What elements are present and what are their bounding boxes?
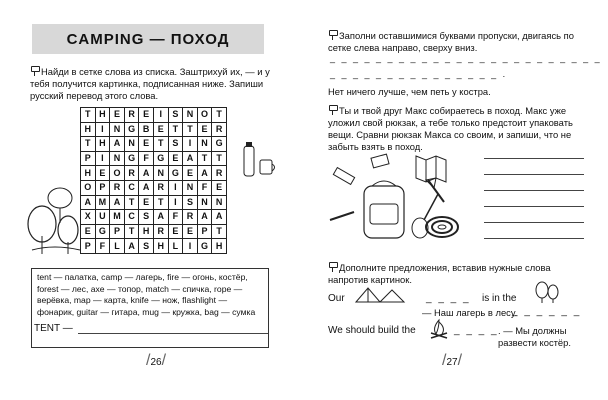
grid-cell[interactable]: H <box>212 239 227 254</box>
grid-cell[interactable]: R <box>124 108 139 123</box>
grid-cell[interactable]: E <box>183 224 198 239</box>
grid-row <box>81 122 227 137</box>
grid-cell[interactable]: N <box>110 122 125 137</box>
sentence-1-translation: — Наш лагерь в лесу. <box>422 307 518 318</box>
grid-cell[interactable]: R <box>153 180 168 195</box>
grid-cell[interactable]: N <box>197 195 212 210</box>
flashlight-icon <box>333 168 354 185</box>
grid-cell[interactable]: T <box>212 224 227 239</box>
grid-cell[interactable]: A <box>183 151 198 166</box>
knife-icon <box>330 212 354 220</box>
vocabulary-box: tent — палатка, camp — лагерь, fire — огонь, костёр, forest — лес, axe — топор, match — спичка, rope — верёвка, map — карта, knife — нож, flashlight — фонарик, guitar — гитара, mug — кружка, bag — сумка <box>31 268 269 348</box>
answer-line[interactable] <box>484 158 584 159</box>
pin-icon <box>328 105 337 115</box>
grid-cell[interactable]: T <box>81 108 96 123</box>
grid-row <box>81 166 227 181</box>
page-title: CAMPING — ПОХОД <box>32 24 264 54</box>
grid-cell[interactable]: A <box>110 195 125 210</box>
matchbox-icon <box>371 154 389 168</box>
grid-cell[interactable]: E <box>81 224 96 239</box>
grid-cell[interactable]: A <box>124 239 139 254</box>
grid-cell[interactable]: T <box>124 195 139 210</box>
grid-cell[interactable]: M <box>110 210 125 225</box>
axe-icon <box>422 176 452 206</box>
grid-cell[interactable]: H <box>95 108 110 123</box>
answer-line[interactable] <box>78 333 268 334</box>
tents-icon <box>354 284 406 304</box>
grid-cell[interactable]: N <box>197 137 212 152</box>
grid-cell[interactable]: A <box>197 166 212 181</box>
grid-cell[interactable]: I <box>153 108 168 123</box>
grid-cell[interactable]: P <box>81 151 96 166</box>
grid-cell[interactable]: A <box>139 180 154 195</box>
thermos-icon <box>240 140 280 180</box>
grid-cell[interactable]: O <box>197 108 212 123</box>
grid-cell[interactable]: A <box>110 137 125 152</box>
blank-camp[interactable]: _ _ _ _ <box>426 293 471 304</box>
grid-cell[interactable]: F <box>95 239 110 254</box>
grid-row <box>81 180 227 195</box>
grid-cell[interactable]: E <box>168 224 183 239</box>
grid-cell[interactable]: T <box>197 151 212 166</box>
translation: Нет ничего лучше, чем петь у костра. <box>328 86 491 97</box>
grid-cell[interactable]: A <box>81 195 96 210</box>
grid-cell[interactable]: A <box>197 210 212 225</box>
grid-cell[interactable]: R <box>153 224 168 239</box>
grid-cell[interactable]: N <box>153 166 168 181</box>
dash-row[interactable]: _ _ _ _ _ _ _ _ _ _ _ _ _ _ _ _ _ _ _ _ _ _ _ _ <box>330 53 602 63</box>
grid-row <box>81 108 227 123</box>
grid-cell[interactable]: E <box>168 151 183 166</box>
grid-cell[interactable]: F <box>197 180 212 195</box>
grid-cell[interactable]: G <box>153 151 168 166</box>
grid-cell[interactable]: T <box>153 137 168 152</box>
grid-cell[interactable]: I <box>168 180 183 195</box>
grid-cell[interactable]: S <box>168 137 183 152</box>
grid-cell[interactable]: G <box>124 151 139 166</box>
grid-cell[interactable]: I <box>168 195 183 210</box>
grid-cell[interactable]: E <box>139 108 154 123</box>
grid-cell[interactable]: I <box>95 122 110 137</box>
pin-icon <box>328 30 337 40</box>
answer-line[interactable] <box>484 174 584 175</box>
grid-cell[interactable]: U <box>95 210 110 225</box>
grid-cell[interactable]: C <box>124 210 139 225</box>
grid-cell[interactable]: N <box>183 180 198 195</box>
grid-cell[interactable]: H <box>81 166 96 181</box>
grid-cell[interactable]: R <box>183 210 198 225</box>
grid-cell[interactable]: N <box>183 108 198 123</box>
grid-cell[interactable]: C <box>124 180 139 195</box>
grid-cell[interactable]: E <box>110 108 125 123</box>
grid-cell[interactable]: G <box>124 122 139 137</box>
blank-forest[interactable]: _ _ _ _ _ _ <box>512 306 582 317</box>
instruction-fill: Заполни оставшимися буквами пропуски, двигаясь по сетке слева направо, сверху вниз. <box>328 30 574 53</box>
grid-cell[interactable]: F <box>168 210 183 225</box>
grid-cell[interactable]: P <box>197 224 212 239</box>
pin-icon <box>328 262 337 272</box>
grid-cell[interactable]: L <box>168 239 183 254</box>
grid-cell[interactable]: A <box>139 166 154 181</box>
grid-cell[interactable]: N <box>124 137 139 152</box>
grid-cell[interactable]: R <box>124 166 139 181</box>
grid-cell[interactable]: T <box>212 151 227 166</box>
answer-label: TENT — <box>34 323 73 334</box>
grid-cell[interactable]: E <box>139 137 154 152</box>
grid-cell[interactable]: T <box>124 224 139 239</box>
grid-cell[interactable]: G <box>197 239 212 254</box>
grid-cell[interactable]: G <box>212 137 227 152</box>
grid-cell[interactable]: I <box>95 151 110 166</box>
grid-cell[interactable]: H <box>95 137 110 152</box>
grid-cell[interactable]: E <box>139 195 154 210</box>
grid-cell[interactable]: R <box>212 122 227 137</box>
grid-cell[interactable]: A <box>153 210 168 225</box>
instruction-wordsearch: Найди в сетке слова из списка. Заштрихуй их, — и у тебя получится картинка, подписанная ниже. Запиши русский перевод этого слова. <box>30 66 270 101</box>
pin-icon <box>30 66 39 76</box>
page-number: /26/ <box>146 352 167 369</box>
answer-line[interactable] <box>484 206 584 207</box>
grid-cell[interactable]: E <box>183 166 198 181</box>
grid-cell[interactable]: T <box>212 108 227 123</box>
answer-line[interactable] <box>484 222 584 223</box>
grid-cell[interactable]: P <box>81 239 96 254</box>
grid-cell[interactable]: O <box>81 180 96 195</box>
grid-cell[interactable]: I <box>183 239 198 254</box>
sentence-2-start: We should build the <box>328 325 416 336</box>
grid-cell[interactable]: A <box>212 210 227 225</box>
grid-row <box>81 210 227 225</box>
grid-cell[interactable]: M <box>95 195 110 210</box>
grid-cell[interactable]: G <box>168 166 183 181</box>
instruction-sentences: Дополните предложения, вставив нужные слова напротив картинок. <box>328 262 551 285</box>
grid-cell[interactable]: S <box>168 108 183 123</box>
grid-row <box>81 239 227 254</box>
grid-cell[interactable]: H <box>139 224 154 239</box>
grid-cell[interactable]: R <box>110 180 125 195</box>
grid-cell[interactable]: T <box>153 195 168 210</box>
grid-cell[interactable]: L <box>110 239 125 254</box>
grid-cell[interactable]: P <box>110 224 125 239</box>
grid-cell[interactable]: S <box>183 195 198 210</box>
grid-cell[interactable]: O <box>110 166 125 181</box>
grid-cell[interactable]: H <box>153 239 168 254</box>
grid-cell[interactable]: E <box>95 166 110 181</box>
campfire-icon <box>428 318 450 340</box>
right-page <box>304 0 608 400</box>
trees-icon <box>24 178 84 258</box>
sentence-1-mid: is in the <box>482 293 517 304</box>
grid-cell[interactable]: R <box>212 166 227 181</box>
grid-cell[interactable]: P <box>95 180 110 195</box>
grid-cell[interactable]: S <box>139 210 154 225</box>
grid-cell[interactable]: S <box>139 239 154 254</box>
grid-cell[interactable]: E <box>197 122 212 137</box>
sentence-2-end: . — Мы должны развести костёр. <box>498 325 571 348</box>
grid-cell[interactable]: E <box>212 180 227 195</box>
page-number: /27/ <box>442 352 463 369</box>
grid-cell[interactable]: F <box>139 151 154 166</box>
grid-cell[interactable]: X <box>81 210 96 225</box>
grid-cell[interactable]: G <box>95 224 110 239</box>
grid-cell[interactable]: N <box>110 151 125 166</box>
grid-cell[interactable]: T <box>81 137 96 152</box>
grid-cell[interactable]: H <box>81 122 96 137</box>
rope-icon <box>422 212 462 242</box>
grid-cell[interactable]: N <box>212 195 227 210</box>
grid-cell[interactable]: T <box>168 122 183 137</box>
instruction-backpack: Ты и твой друг Макс собираетесь в поход. Макс уже уложил свой рюкзак, а тебе только предстоит упаковать вещи. Сравни рюкзак Макса со своим, и запиши, что не забыть взять в поход. <box>328 105 573 152</box>
grid-row <box>81 151 227 166</box>
answer-line[interactable] <box>484 190 584 191</box>
word-search-grid <box>80 107 227 254</box>
forest-icon <box>534 280 560 304</box>
grid-row <box>81 224 227 239</box>
grid-cell[interactable]: T <box>183 122 198 137</box>
grid-row <box>81 195 227 210</box>
grid-row <box>81 137 227 152</box>
sentence-1-start: Our <box>328 293 345 304</box>
grid-cell[interactable]: E <box>153 122 168 137</box>
grid-cell[interactable]: B <box>139 122 154 137</box>
left-page <box>0 0 300 400</box>
grid-cell[interactable]: I <box>183 137 198 152</box>
answer-line[interactable] <box>484 238 584 239</box>
dash-row-2[interactable]: _ _ _ _ _ _ _ _ _ _ _ _ _ _ _ . <box>330 69 508 79</box>
blank-fire[interactable]: _ _ _ _ <box>454 325 499 336</box>
